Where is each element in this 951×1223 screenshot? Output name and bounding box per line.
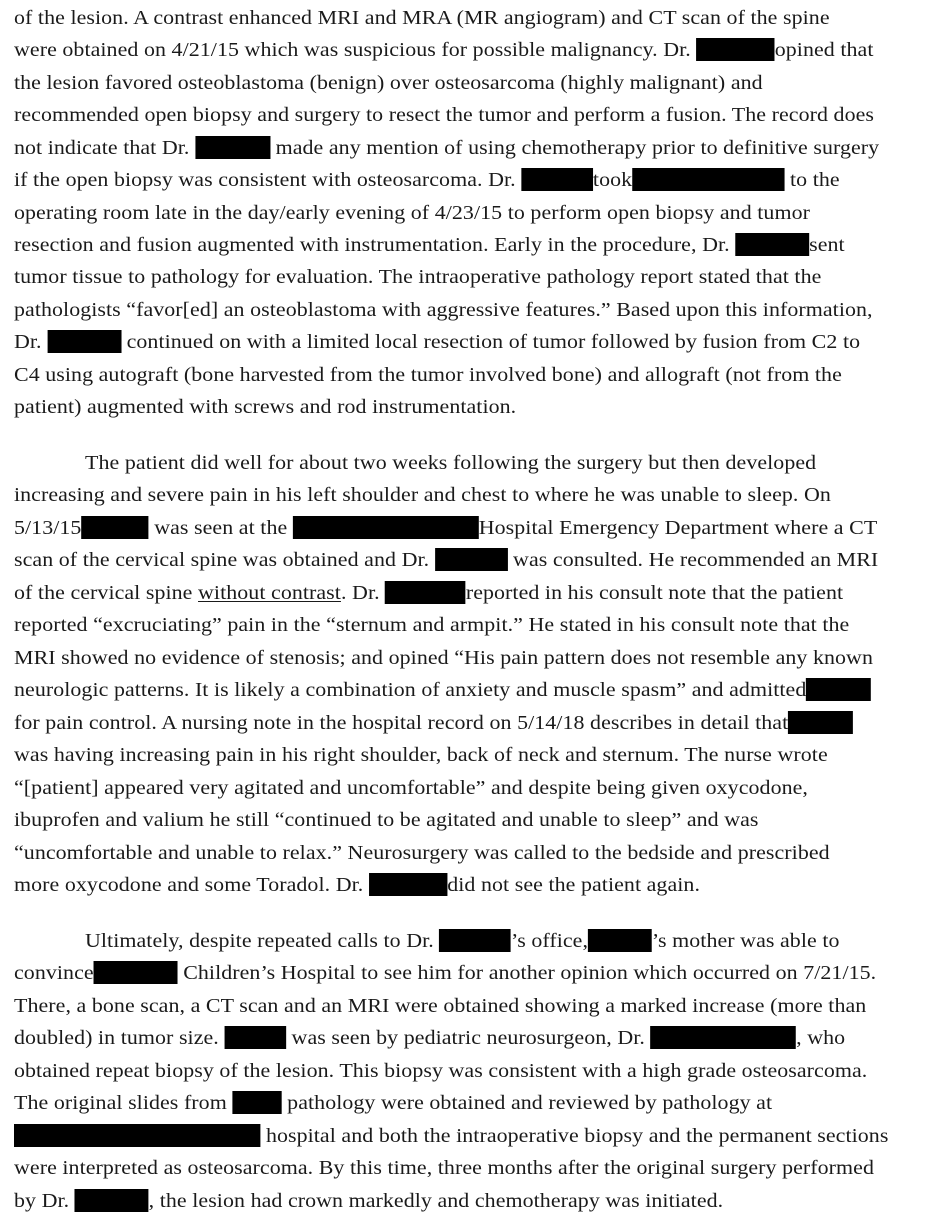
text-line: “uncomfortable and unable to relax.” Neurosurgery was called to the bedside and prescribed bbox=[14, 843, 830, 864]
text-line: more oxycodone and some Toradol. Dr. did not see the patient again. bbox=[14, 875, 700, 896]
text-line: hospital and both the intraoperative biopsy and the permanent sections bbox=[14, 1121, 888, 1153]
text-line: of the lesion. A contrast enhanced MRI and MRA (MR angiogram) and CT scan of the spine bbox=[14, 8, 830, 29]
text-line: neurologic patterns. It is likely a combination of anxiety and muscle spasm” and admitted bbox=[14, 675, 871, 707]
text-line: increasing and severe pain in his left shoulder and chest to where he was unable to sleep. On bbox=[14, 485, 831, 506]
redaction-block bbox=[81, 516, 148, 539]
text-line: reported “excruciating” pain in the “sternum and armpit.” He stated in his consult note that the bbox=[14, 615, 850, 636]
redaction-block bbox=[195, 136, 270, 159]
text-line: by Dr. , the lesion had crown markedly and chemotherapy was initiated. bbox=[14, 1191, 724, 1212]
redaction-block bbox=[735, 233, 809, 256]
redaction-block bbox=[75, 1189, 149, 1212]
text-line: for pain control. A nursing note in the hospital record on 5/14/18 describes in detail that bbox=[14, 708, 853, 740]
text-line: the lesion favored osteoblastoma (benign) over osteosarcoma (highly malignant) and bbox=[14, 73, 763, 94]
redaction-block bbox=[224, 1026, 286, 1049]
redaction-block bbox=[14, 1124, 260, 1147]
redaction-block bbox=[293, 516, 479, 539]
text-line: There, a bone scan, a CT scan and an MRI were obtained showing a marked increase (more than bbox=[14, 996, 867, 1017]
text-line: if the open biopsy was consistent with osteosarcoma. Dr. took to the bbox=[14, 170, 840, 191]
text-line: The patient did well for about two weeks following the surgery but then developed bbox=[85, 453, 817, 474]
redaction-block bbox=[632, 168, 784, 191]
text-line: resection and fusion augmented with instrumentation. Early in the procedure, Dr. sent bbox=[14, 235, 845, 256]
text-line: were obtained on 4/21/15 which was suspicious for possible malignancy. Dr. opined that bbox=[14, 40, 874, 61]
text-line: were interpreted as osteosarcoma. By this time, three months after the original surgery performed bbox=[14, 1158, 875, 1179]
text-line: pathologists “favor[ed] an osteoblastoma with aggressive features.” Based upon this information, bbox=[14, 300, 873, 321]
text-line: Ultimately, despite repeated calls to Dr. ’s office, ’s mother was able to bbox=[85, 931, 840, 952]
text-line: not indicate that Dr. made any mention of using chemotherapy prior to definitive surgery bbox=[14, 138, 880, 159]
redaction-block bbox=[788, 711, 853, 734]
text-line: convince Children’s Hospital to see him for another opinion which occurred on 7/21/15. bbox=[14, 963, 877, 984]
redaction-block bbox=[369, 873, 447, 896]
text-line: Dr. continued on with a limited local resection of tumor followed by fusion from C2 to bbox=[14, 332, 861, 353]
text-line: 5/13/15 was seen at the Hospital Emergency Department where a CT bbox=[14, 518, 878, 539]
redaction-block bbox=[521, 168, 593, 191]
redaction-block bbox=[806, 678, 871, 701]
text-line: tumor tissue to pathology for evaluation. The intraoperative pathology report stated that the bbox=[14, 267, 822, 288]
text-line: doubled) in tumor size. was seen by pediatric neurosurgeon, Dr. , who bbox=[14, 1028, 846, 1049]
redaction-block bbox=[439, 929, 511, 952]
text-line: The original slides from pathology were obtained and reviewed by pathology at bbox=[14, 1093, 773, 1114]
redaction-block bbox=[232, 1091, 281, 1114]
text-line: MRI showed no evidence of stenosis; and opined “His pain pattern does not resemble any known bbox=[14, 648, 874, 669]
redaction-block bbox=[47, 330, 121, 353]
redaction-block bbox=[385, 581, 466, 604]
redaction-block bbox=[588, 929, 652, 952]
redaction-block bbox=[696, 38, 774, 61]
text-line: obtained repeat biopsy of the lesion. This biopsy was consistent with a high grade osteosarcoma. bbox=[14, 1061, 868, 1082]
text-line: of the cervical spine without contrast. Dr. reported in his consult note that the patient bbox=[14, 583, 844, 604]
text-line: C4 using autograft (bone harvested from the tumor involved bone) and allograft (not from the bbox=[14, 365, 842, 386]
text-line: scan of the cervical spine was obtained and Dr. was consulted. He recommended an MRI bbox=[14, 550, 879, 571]
text-line: operating room late in the day/early evening of 4/23/15 to perform open biopsy and tumor bbox=[14, 203, 810, 224]
redaction-block bbox=[94, 961, 178, 984]
redaction-block bbox=[435, 548, 508, 571]
text-line: recommended open biopsy and surgery to resect the tumor and perform a fusion. The record does bbox=[14, 105, 875, 126]
text-line: patient) augmented with screws and rod instrumentation. bbox=[14, 397, 517, 418]
redaction-block bbox=[651, 1026, 797, 1049]
text-line: was having increasing pain in his right shoulder, back of neck and sternum. The nurse wrote bbox=[14, 745, 828, 766]
text-line: ibuprofen and valium he still “continued to be agitated and unable to sleep” and was bbox=[14, 810, 759, 831]
text-line: “[patient] appeared very agitated and uncomfortable” and despite being given oxycodone, bbox=[14, 778, 808, 799]
